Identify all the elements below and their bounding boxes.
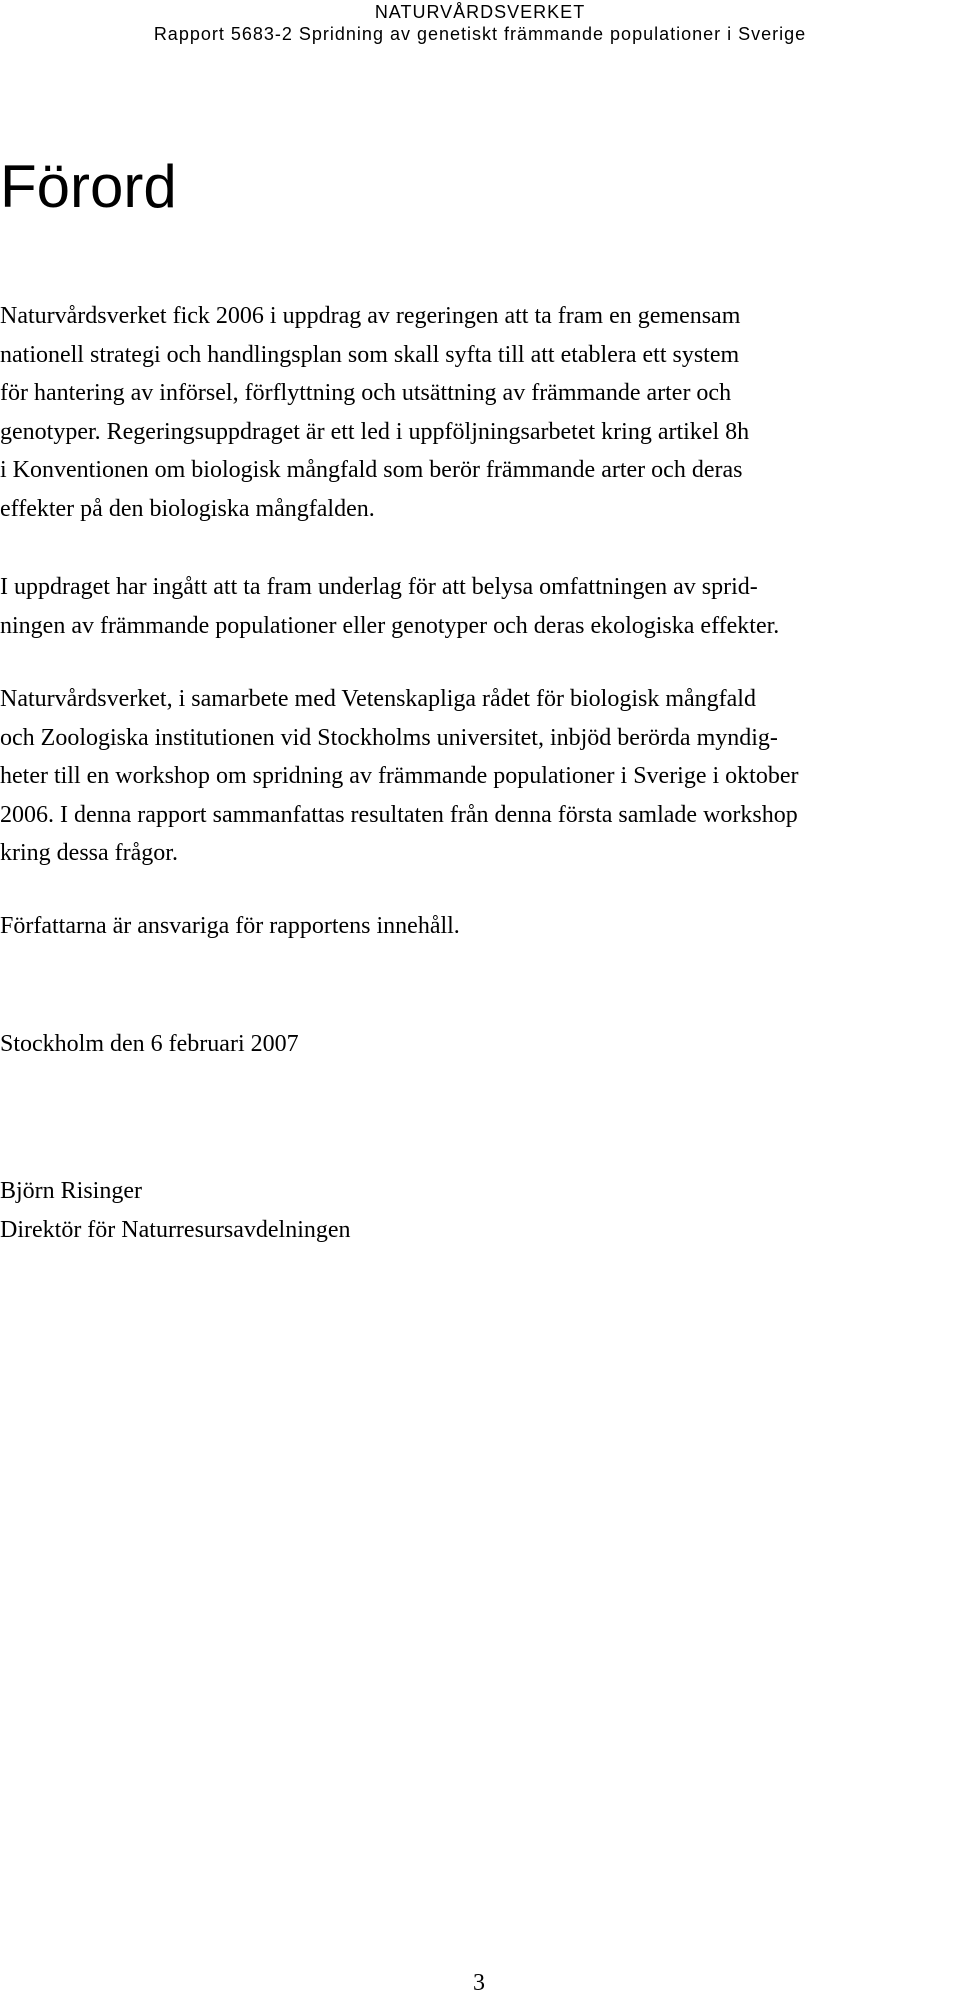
text-line: Naturvårdsverket, i samarbete med Vetenskapliga rådet för biologisk mångfald xyxy=(0,686,756,712)
text-line: 2006. I denna rapport sammanfattas resultaten från denna första samlade workshop xyxy=(0,801,798,828)
text-line: kring dessa frågor. xyxy=(0,840,178,866)
page-title: Förord xyxy=(0,153,177,220)
paragraph-1 xyxy=(0,297,960,528)
text-line: och Zoologiska institutionen vid Stockholms universitet, inbjöd berörda myndig- xyxy=(0,724,778,751)
paragraph-3 xyxy=(0,680,960,873)
text-line: effekter på den biologiska mångfalden. xyxy=(0,495,375,522)
text-line: heter till en workshop om spridning av främmande populationer i Sverige i oktober xyxy=(0,763,799,789)
signature-role-text: Direktör för Naturresursavdelningen xyxy=(0,1217,351,1243)
running-header xyxy=(0,0,960,45)
header-org: NATURVÅRDSVERKET xyxy=(374,2,586,22)
text-line: nationell strategi och handlingsplan som skall syfta till att etablera ett system xyxy=(0,341,740,368)
paragraph-4 xyxy=(0,907,960,946)
place-date-text: Stockholm den 6 februari 2007 xyxy=(0,1031,299,1057)
signature-role xyxy=(0,1211,960,1250)
text-line: Naturvårdsverket fick 2006 i uppdrag av regeringen att ta fram en gemensam xyxy=(0,303,741,329)
text-line: genotyper. Regeringsuppdraget är ett led i uppföljningsarbetet kring artikel 8h xyxy=(0,418,750,445)
text-line: Författarna är ansvariga för rapportens innehåll. xyxy=(0,913,460,939)
text-line: för hantering av införsel, förflyttning och utsättning av främmande arter och xyxy=(0,380,732,406)
text-line: ningen av främmande populationer eller genotyper och deras ekologiska effekter. xyxy=(0,612,780,639)
text-line: I uppdraget har ingått att ta fram underlag för att belysa omfattningen av sprid- xyxy=(0,574,758,600)
page-number: 3 xyxy=(473,1970,485,1996)
header-report-title: Rapport 5683-2 Spridning av genetiskt främmande populationer i Sverige xyxy=(153,24,807,44)
signature-name xyxy=(0,1172,960,1211)
text-line: i Konventionen om biologisk mångfald som berör främmande arter och deras xyxy=(0,457,743,483)
signature-name-text: Björn Risinger xyxy=(0,1178,142,1204)
place-and-date xyxy=(0,1025,960,1064)
paragraph-2 xyxy=(0,568,960,645)
